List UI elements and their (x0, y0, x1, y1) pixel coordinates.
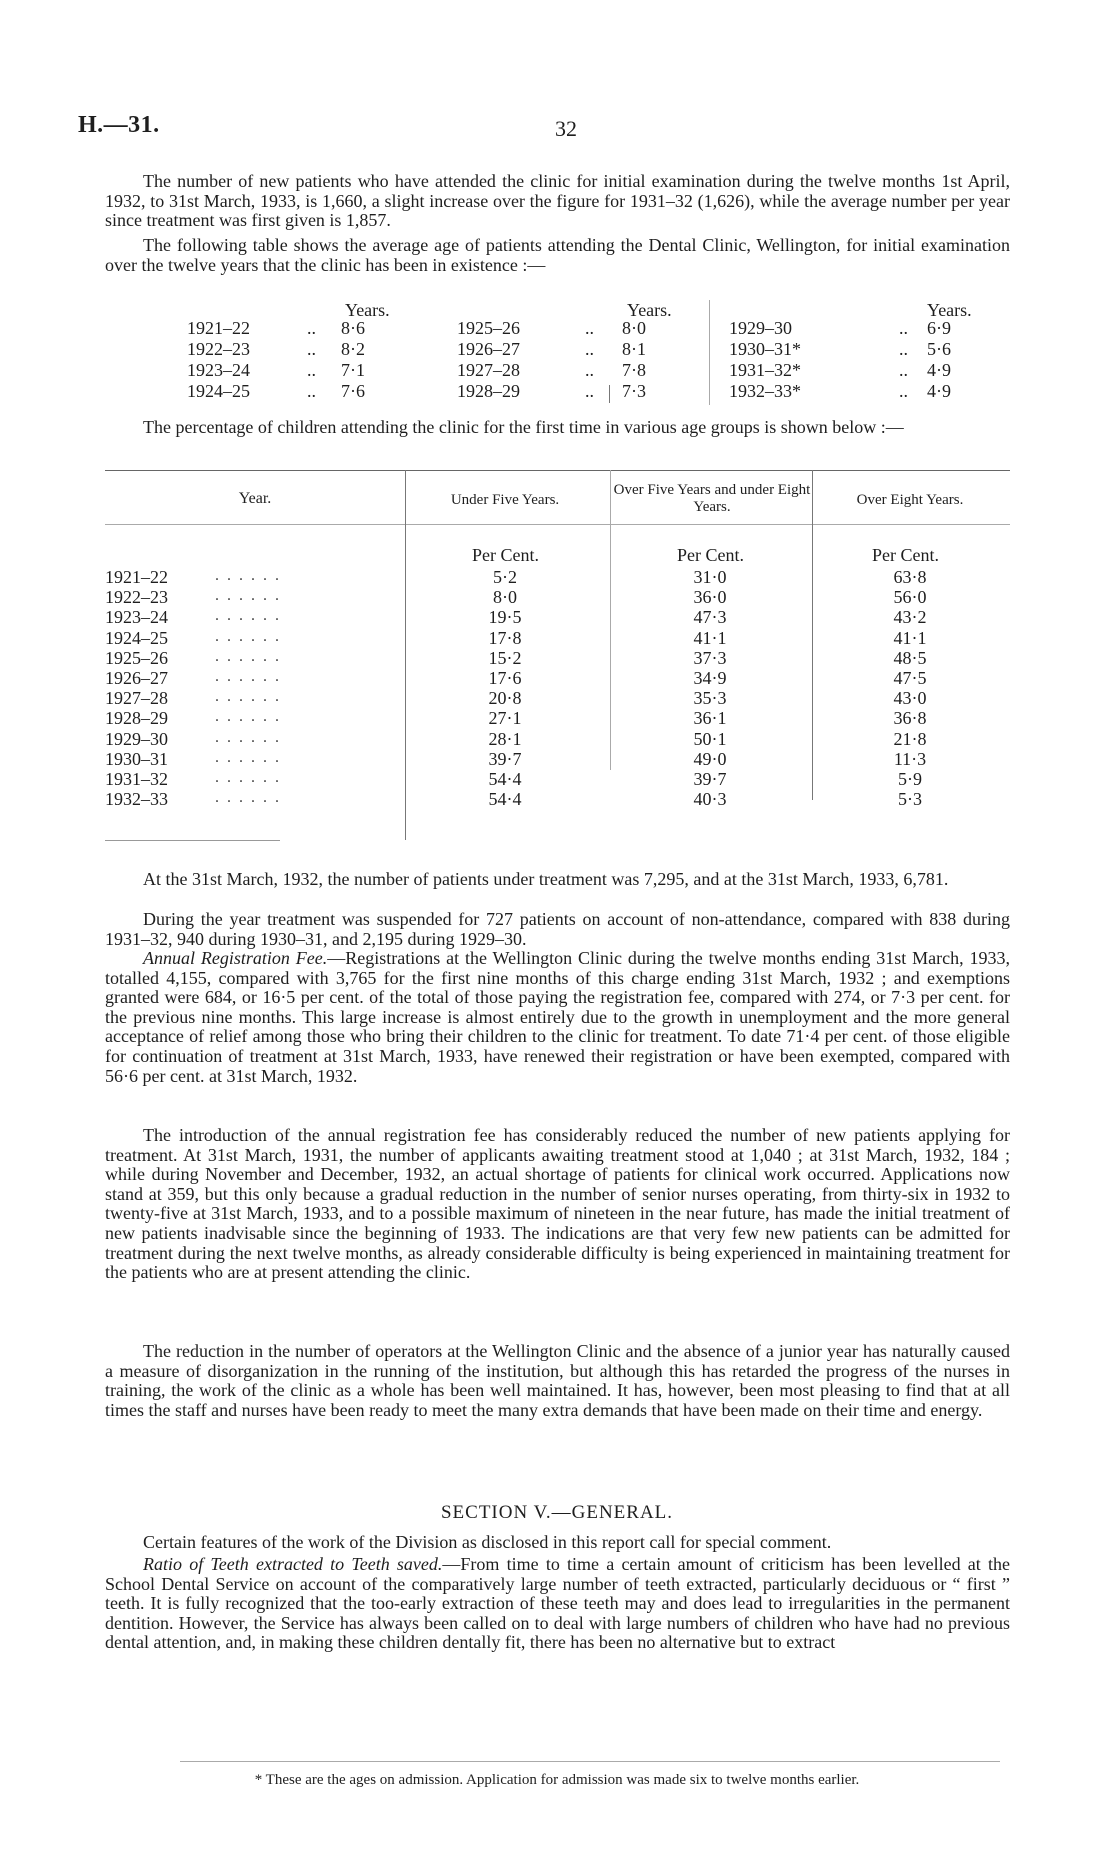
cell-five-to-eight: 35·3 (693, 688, 727, 708)
table-row-year: 1929–30 (105, 729, 168, 749)
paragraph-suspended-treatment: During the year treatment was suspended for 727 patients on account of non-attendance, compared with 838 during 1931–32, 940 during 1930–31, and 2,195 during 1929–30. (105, 909, 1010, 949)
header-year: Year. (238, 490, 272, 507)
leader-dots: . . . . . . (215, 749, 281, 766)
table-row-year: 1926–27 (105, 668, 168, 688)
age-value: 8·0 (622, 318, 646, 338)
leader-dots: .. (899, 339, 908, 359)
cell-under-five: 20·8 (488, 688, 522, 708)
age-table-divider (609, 385, 610, 403)
cell-five-to-eight: 41·1 (693, 628, 727, 648)
age-year: 1921–22 (187, 318, 250, 338)
table-top-rule (105, 470, 1010, 471)
extraction-ratio-text: —From time to time a certain amount of criticism has been levelled at the School Dental Service on account of the comparatively large number of teeth extracted, particularly deciduous or “ first ” teeth. It is fully recognized that the too-early extraction of these teeth may and does lead to irregularities in the permanent dentition. However, the Service has always been called on to deal with large numbers of children who have had no previous dental attention, and, in making these children dentally fit, there has been no alternative but to extract (105, 1554, 1011, 1653)
table-row-year: 1931–32 (105, 769, 168, 789)
age-col-2-unit: Years. (627, 300, 672, 320)
footnote: * These are the ages on admission. Application for admission was made six to twelve months earlier. (254, 1772, 860, 1788)
age-value: 7·6 (341, 381, 365, 401)
age-table-divider (709, 300, 710, 405)
cell-under-five: 5·2 (493, 567, 517, 587)
leader-dots: . . . . . . (215, 688, 281, 705)
leader-dots: . . . . . . (215, 708, 281, 725)
table-row-year: 1930–31 (105, 749, 168, 769)
cell-over-eight: 48·5 (893, 648, 927, 668)
leader-dots: .. (307, 339, 316, 359)
cell-under-five: 27·1 (488, 708, 522, 728)
age-year: 1927–28 (457, 360, 520, 380)
table-row-year: 1925–26 (105, 648, 168, 668)
age-value: 4·9 (927, 360, 951, 380)
page-number: 32 (555, 116, 577, 141)
cell-under-five: 54·4 (488, 769, 522, 789)
cell-over-eight: 63·8 (893, 567, 927, 587)
cell-five-to-eight: 36·0 (693, 587, 727, 607)
column-divider (812, 470, 813, 800)
unit-under-five: Per Cent. (472, 545, 539, 565)
age-value: 8·6 (341, 318, 365, 338)
leader-dots: .. (899, 360, 908, 380)
cell-over-eight: 43·0 (893, 688, 927, 708)
cell-over-eight: 41·1 (893, 628, 927, 648)
cell-under-five: 17·6 (488, 668, 522, 688)
cell-five-to-eight: 40·3 (693, 789, 727, 809)
leader-dots: .. (585, 381, 594, 401)
cell-under-five: 15·2 (488, 648, 522, 668)
registration-fee-heading: Annual Registration Fee. (143, 948, 328, 968)
age-col-1-unit: Years. (345, 300, 390, 320)
leader-dots: .. (585, 339, 594, 359)
leader-dots: . . . . . . (215, 729, 281, 746)
cell-five-to-eight: 34·9 (693, 668, 727, 688)
column-divider (610, 470, 611, 770)
paragraph-new-applicants: The introduction of the annual registration fee has considerably reduced the number of new patients applying for treatment. At 31st March, 1931, the number of applicants awaiting treatment stood at 1,040 ; at 31st March, 1932, 184 ; while during November and December, 1932, an actual shortage of patients for clinical work occurred. Applications now stand at 359, but this only because a gradual reduction in the number of senior nurses operating, from thirty-six in 1932 to twenty-five at 31st March, 1933, and to a possible maximum of nineteen in the near future, has made the initial treatment of new patients inadvisable since the beginning of 1933. The indications are that very few new patients can be admitted for treatment during the next twelve months, as already considerable difficulty is being experienced in maintaining treatment for the patients who are at present attending the clinic. (105, 1125, 1010, 1283)
leader-dots: .. (899, 318, 908, 338)
leader-dots: . . . . . . (215, 628, 281, 645)
age-year: 1928–29 (457, 381, 520, 401)
cell-over-eight: 5·3 (898, 789, 922, 809)
age-value: 5·6 (927, 339, 951, 359)
table-row-year: 1928–29 (105, 708, 168, 728)
leader-dots: .. (307, 318, 316, 338)
age-value: 8·1 (622, 339, 646, 359)
age-year: 1931–32* (729, 360, 801, 380)
leader-dots: . . . . . . (215, 769, 281, 786)
cell-five-to-eight: 36·1 (693, 708, 727, 728)
table-row-year: 1932–33 (105, 789, 168, 809)
cell-five-to-eight: 31·0 (693, 567, 727, 587)
cell-over-eight: 11·3 (893, 749, 927, 769)
cell-over-eight: 36·8 (893, 708, 927, 728)
age-value: 4·9 (927, 381, 951, 401)
paragraph-age-table-intro: The following table shows the average age of patients attending the Dental Clinic, Wellington, for initial examination over the twelve years that the clinic has been in existence :— (105, 235, 1010, 275)
leader-dots: . . . . . . (215, 789, 281, 806)
paragraph-new-patients: The number of new patients who have attended the clinic for initial examination during the twelve months 1st April, 1932, to 31st March, 1933, is 1,660, a slight increase over the figure for 1931–32 (1,626), while the average number per year since treatment was first given is 1,857. (105, 171, 1010, 231)
cell-under-five: 17·8 (488, 628, 522, 648)
leader-dots: . . . . . . (215, 648, 281, 665)
header-over-eight: Over Eight Years. (856, 492, 964, 508)
age-value: 7·1 (341, 360, 365, 380)
age-year: 1922–23 (187, 339, 250, 359)
section-title: SECTION V.—GENERAL. (440, 1502, 674, 1523)
paragraph-patients-under-treatment: At the 31st March, 1932, the number of patients under treatment was 7,295, and at the 31st March, 1933, 6,781. (143, 869, 949, 889)
leader-dots: .. (585, 360, 594, 380)
table-row-year: 1923–24 (105, 607, 168, 627)
table-row-year: 1921–22 (105, 567, 168, 587)
table-header-rule (105, 524, 1010, 525)
header-five-to-eight: Over Five Years and under Eight Years. (613, 482, 811, 515)
unit-five-to-eight: Per Cent. (677, 545, 744, 565)
leader-dots: .. (899, 381, 908, 401)
table-row-year: 1924–25 (105, 628, 168, 648)
leader-dots: .. (307, 360, 316, 380)
cell-under-five: 39·7 (488, 749, 522, 769)
cell-over-eight: 56·0 (893, 587, 927, 607)
leader-dots: . . . . . . (215, 567, 281, 584)
cell-over-eight: 21·8 (893, 729, 927, 749)
extraction-ratio-heading: Ratio of Teeth extracted to Teeth saved. (143, 1554, 443, 1574)
cell-under-five: 19·5 (488, 607, 522, 627)
unit-over-eight: Per Cent. (872, 545, 939, 565)
paragraph-general-intro: Certain features of the work of the Division as disclosed in this report call for special comment. (143, 1532, 832, 1552)
cell-five-to-eight: 37·3 (693, 648, 727, 668)
age-year: 1923–24 (187, 360, 250, 380)
age-year: 1930–31* (729, 339, 801, 359)
registration-fee-text: —Registrations at the Wellington Clinic during the twelve months ending 31st March, 1933, totalled 4,155, compared with 3,765 for the first nine months of this charge ending 31st March, 1932 ; and exemptions granted were 684, or 16·5 per cent. of the total of those paying the registration fee, compared with 274, or 7·3 per cent. for the previous nine months. This large increase is almost entirely due to the growth in unemployment and the more general acceptance of relief among those who bring their children to the clinic for treatment. To date 71·4 per cent. of those eligible for continuation of treatment at 31st March, 1933, have renewed their registration or have been exempted, compared with 56·6 per cent. at 31st March, 1932. (105, 948, 1011, 1086)
leader-dots: . . . . . . (215, 668, 281, 685)
cell-five-to-eight: 50·1 (693, 729, 727, 749)
footnote-rule (180, 1761, 1000, 1762)
leader-dots: . . . . . . (215, 587, 281, 604)
table-row-year: 1922–23 (105, 587, 168, 607)
leader-dots: .. (585, 318, 594, 338)
report-reference: H.—31. (78, 112, 160, 138)
cell-over-eight: 43·2 (893, 607, 927, 627)
age-col-3-unit: Years. (927, 300, 972, 320)
table-bottom-rule (105, 840, 280, 841)
paragraph-percentage-intro: The percentage of children attending the clinic for the first time in various age groups is shown below :— (143, 417, 904, 437)
age-value: 6·9 (927, 318, 951, 338)
age-year: 1929–30 (729, 318, 792, 338)
leader-dots: .. (307, 381, 316, 401)
cell-five-to-eight: 47·3 (693, 607, 727, 627)
cell-five-to-eight: 49·0 (693, 749, 727, 769)
column-divider (405, 470, 406, 840)
age-year: 1926–27 (457, 339, 520, 359)
paragraph-registration-fee (105, 949, 1010, 1086)
cell-over-eight: 47·5 (893, 668, 927, 688)
table-row-year: 1927–28 (105, 688, 168, 708)
age-year: 1924–25 (187, 381, 250, 401)
leader-dots: . . . . . . (215, 607, 281, 624)
cell-under-five: 54·4 (488, 789, 522, 809)
age-value: 7·8 (622, 360, 646, 380)
cell-under-five: 8·0 (493, 587, 517, 607)
cell-five-to-eight: 39·7 (693, 769, 727, 789)
paragraph-extraction-ratio (105, 1555, 1010, 1653)
age-year: 1925–26 (457, 318, 520, 338)
age-value: 7·3 (622, 381, 646, 401)
age-value: 8·2 (341, 339, 365, 359)
cell-over-eight: 5·9 (898, 769, 922, 789)
header-under-five: Under Five Years. (450, 492, 560, 508)
age-year: 1932–33* (729, 381, 801, 401)
cell-under-five: 28·1 (488, 729, 522, 749)
paragraph-operators: The reduction in the number of operators at the Wellington Clinic and the absence of a junior year has naturally caused a measure of disorganization in the running of the institution, but although this has retarded the progress of the nurses in training, the work of the clinic as a whole has been well maintained. It has, however, been most pleasing to find that at all times the staff and nurses have been ready to meet the many extra demands that have been made on their time and energy. (105, 1341, 1010, 1420)
